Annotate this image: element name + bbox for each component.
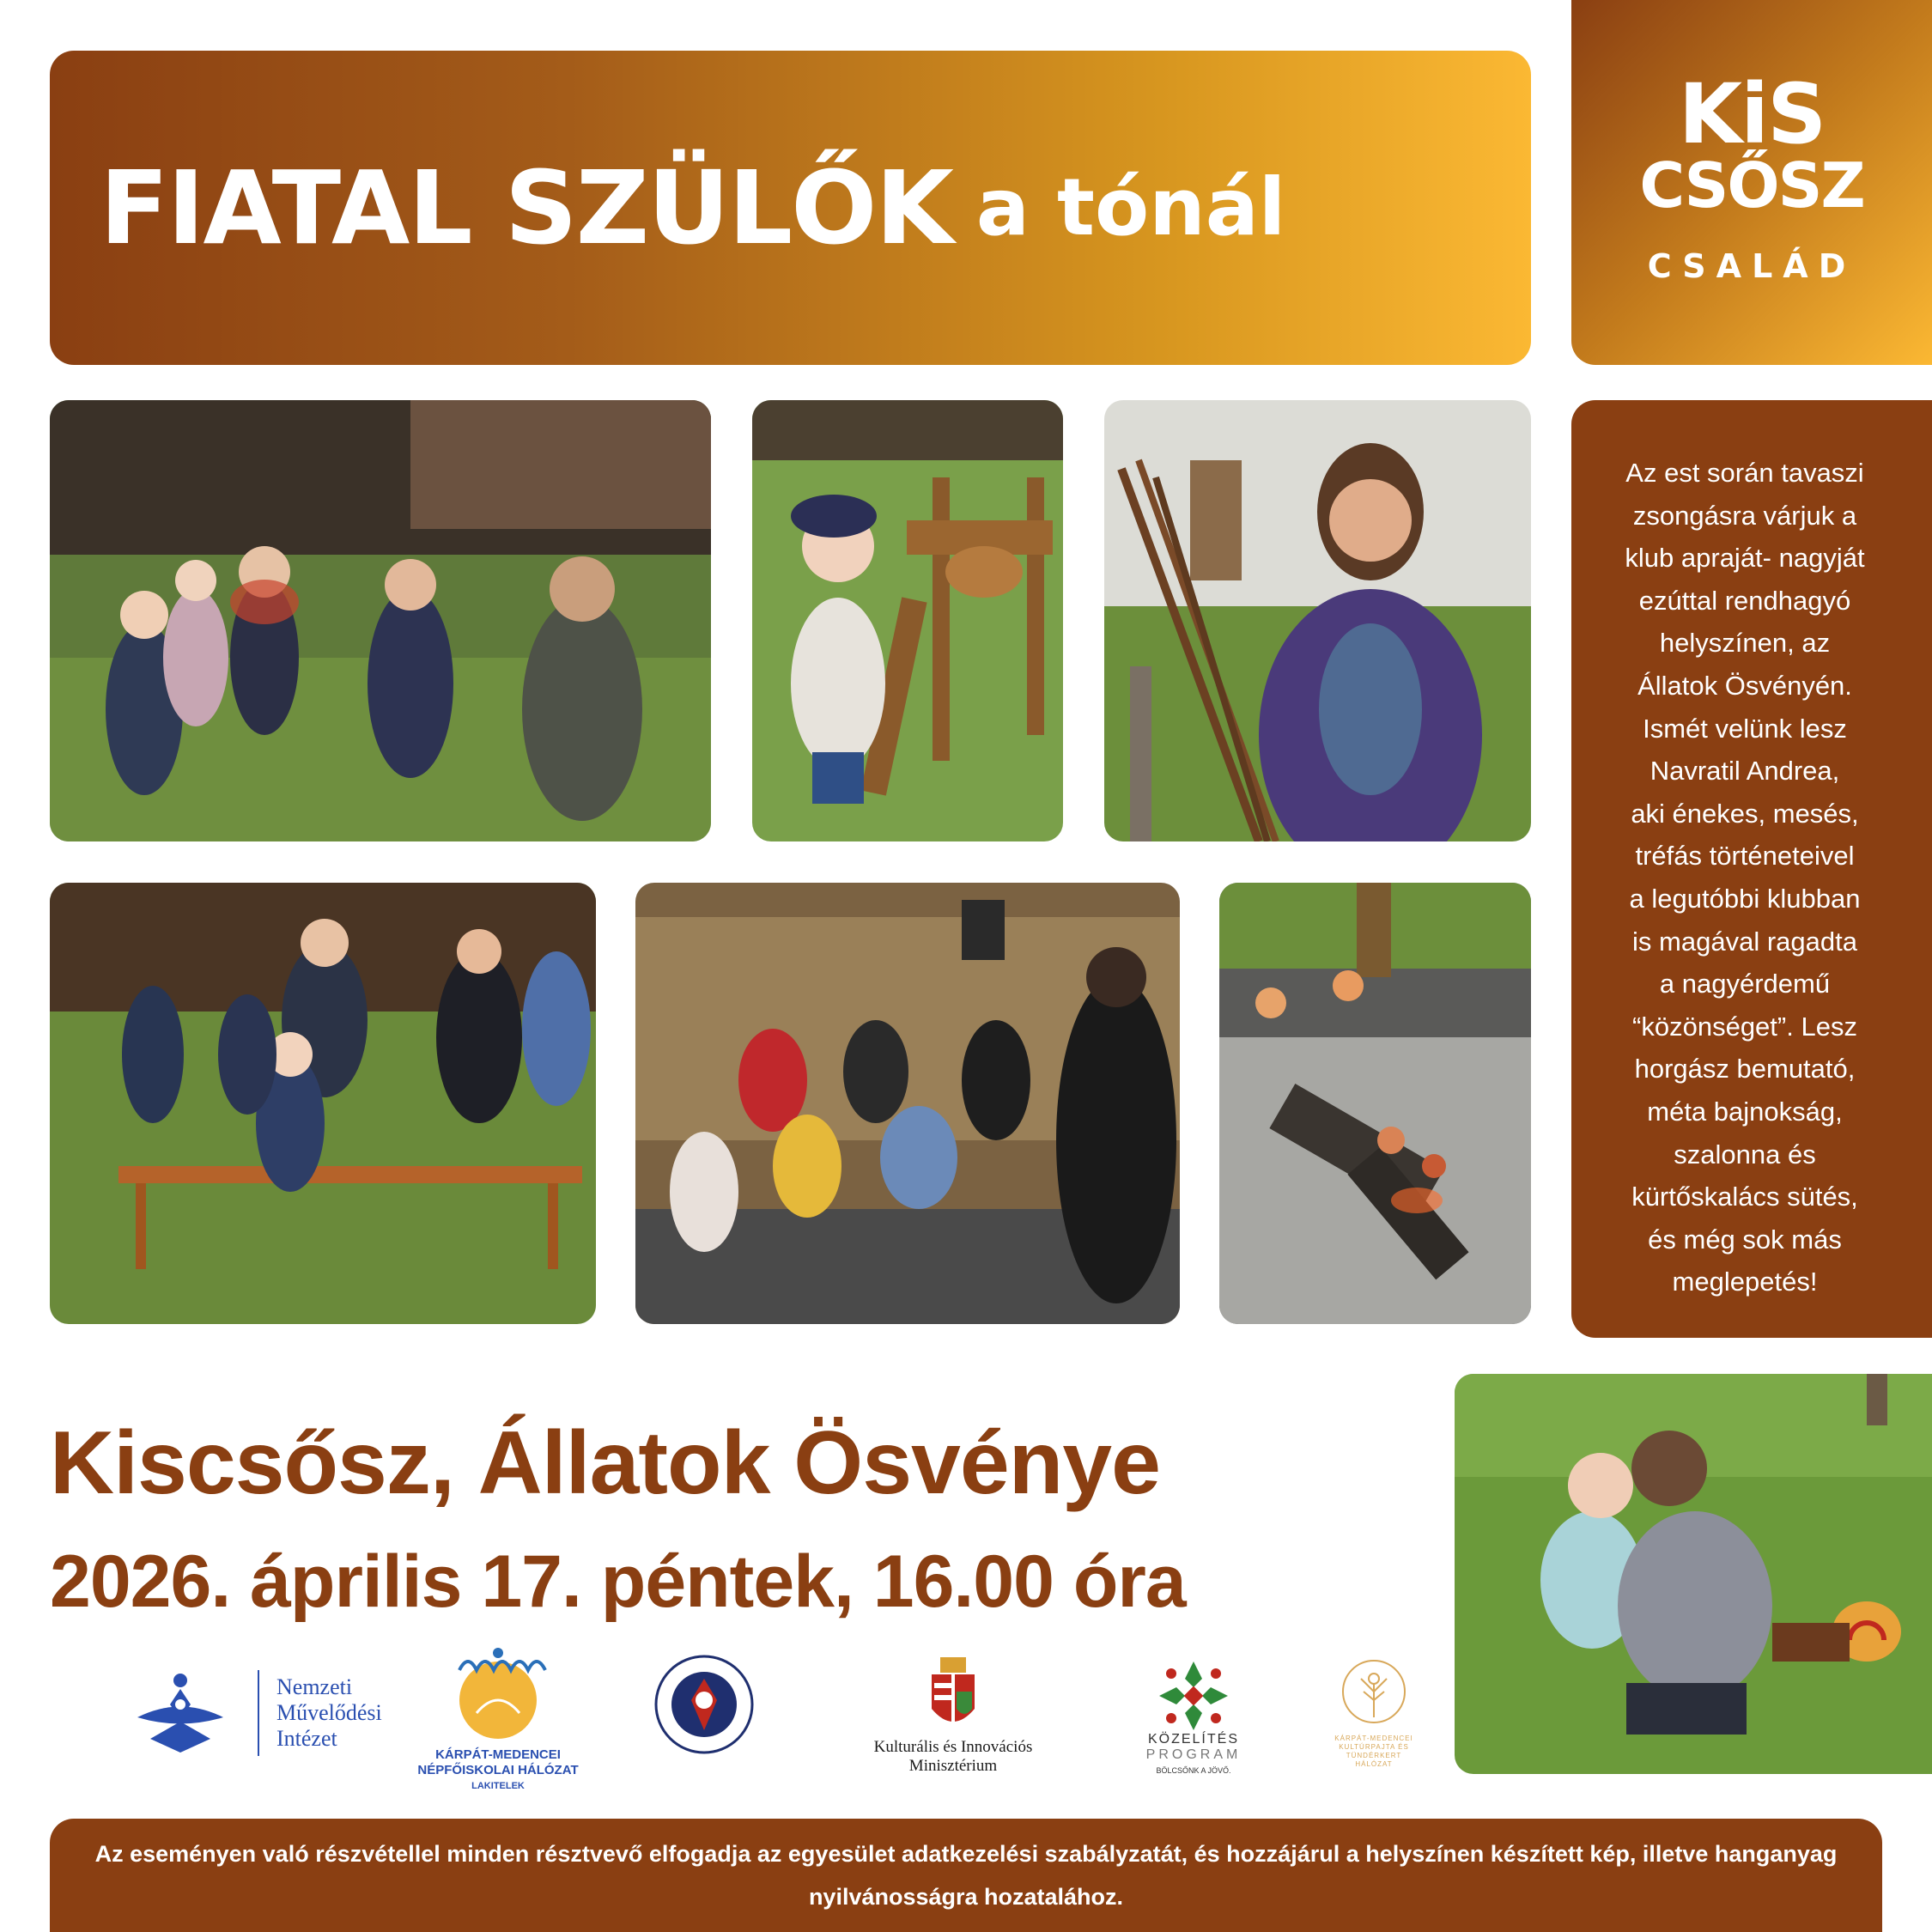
- nmi-line2: Művelődési: [276, 1700, 382, 1725]
- kultur-line4: HÁLÓZAT: [1355, 1760, 1393, 1768]
- kultur-line1: KÁRPÁT-MEDENCEI: [1334, 1735, 1413, 1742]
- hungarian-coat-of-arms-icon: [927, 1657, 979, 1735]
- photo-children-playing: [50, 400, 711, 841]
- nmi-line1: Nemzeti: [276, 1674, 353, 1699]
- kozelites-line1: KÖZELÍTÉS: [1147, 1732, 1239, 1747]
- kim-line1: Kulturális és Innovációs: [873, 1738, 1033, 1756]
- sponsor-kozelites: [1133, 1662, 1254, 1778]
- kmnh-line1: KÁRPÁT-MEDENCEI: [435, 1747, 561, 1762]
- tree-emblem-icon: [1340, 1657, 1408, 1735]
- kmnh-emblem-icon: [442, 1644, 554, 1747]
- kiscsosz-logo: [1571, 0, 1932, 365]
- title-banner: [50, 51, 1531, 365]
- disclaimer-text: Az eseményen való részvétellel minden résztvevő elfogadja az egyesület adatkezelési szabályzatát, és hozzájárul a helyszínen készített kép, illetve hanganyag nyilvánosságra hozatalához.: [94, 1841, 1838, 1910]
- photo-indoor-gathering: [635, 883, 1180, 1324]
- photo-woman-with-sticks: [1104, 400, 1531, 841]
- association-seal-icon: [653, 1653, 756, 1756]
- sponsor-kulturpajta: [1314, 1657, 1434, 1769]
- kmnh-line2: NÉPFŐISKOLAI HÁLÓZAT: [417, 1763, 579, 1777]
- event-venue: Kiscsősz, Állatok Ösvénye: [50, 1413, 1160, 1513]
- nmi-line3: Intézet: [276, 1726, 337, 1751]
- logo-csosz: CSŐSZ: [1639, 149, 1864, 222]
- logo-csalad: CSALÁD: [1647, 247, 1856, 286]
- photo-bench-game: [50, 883, 596, 1324]
- photo-toddler-wooden-tool: [752, 400, 1063, 841]
- kmnh-line3: LAKITELEK: [471, 1781, 525, 1791]
- kultur-line3: TÜNDÉRKERT: [1346, 1752, 1402, 1759]
- nmi-emblem-icon: [129, 1670, 232, 1756]
- footer-disclaimer: [50, 1819, 1882, 1932]
- kozelites-line3: BÖLCSŐNK A JÖVŐ.: [1156, 1766, 1231, 1775]
- event-description: Az est során tavaszi zsongásra várjuk a klub apraját- nagyját ezúttal rendhagyó helyszínen, az Állatok Ösvényén. Ismét velünk lesz Navratil Andrea, aki énekes, mesés, tréfás történeteivel a legutóbbi klubban is magával ragadta a nagyérdemű “közönséget”. Lesz horgász bemutató, méta bajnokság, szalonna és kürtőskalács sütés, és még sok más meglepetés!: [1625, 458, 1865, 1297]
- photo-kids-on-grass: [1455, 1374, 1932, 1774]
- sponsor-association-seal: [653, 1653, 756, 1756]
- sponsor-kim: [837, 1657, 1069, 1776]
- nmi-divider: [258, 1670, 259, 1756]
- kultur-line2: KULTÚRPAJTA ÉS: [1339, 1743, 1409, 1751]
- kozelites-line2: PROGRAM: [1145, 1747, 1242, 1762]
- info-panel: [1571, 400, 1932, 1338]
- page-subtitle: a tónál: [975, 161, 1286, 253]
- page-title: FIATAL SZÜLŐK: [100, 149, 952, 267]
- event-date: 2026. április 17. péntek, 16.00 óra: [50, 1540, 1186, 1623]
- photo-campfire-roasting: [1219, 883, 1531, 1324]
- kozelites-emblem-icon: [1159, 1662, 1228, 1730]
- sponsor-kmnh: [412, 1644, 584, 1794]
- logo-kis: KiS: [1678, 65, 1826, 162]
- kim-line2: Minisztérium: [908, 1757, 998, 1775]
- sponsor-nmi: [129, 1666, 382, 1760]
